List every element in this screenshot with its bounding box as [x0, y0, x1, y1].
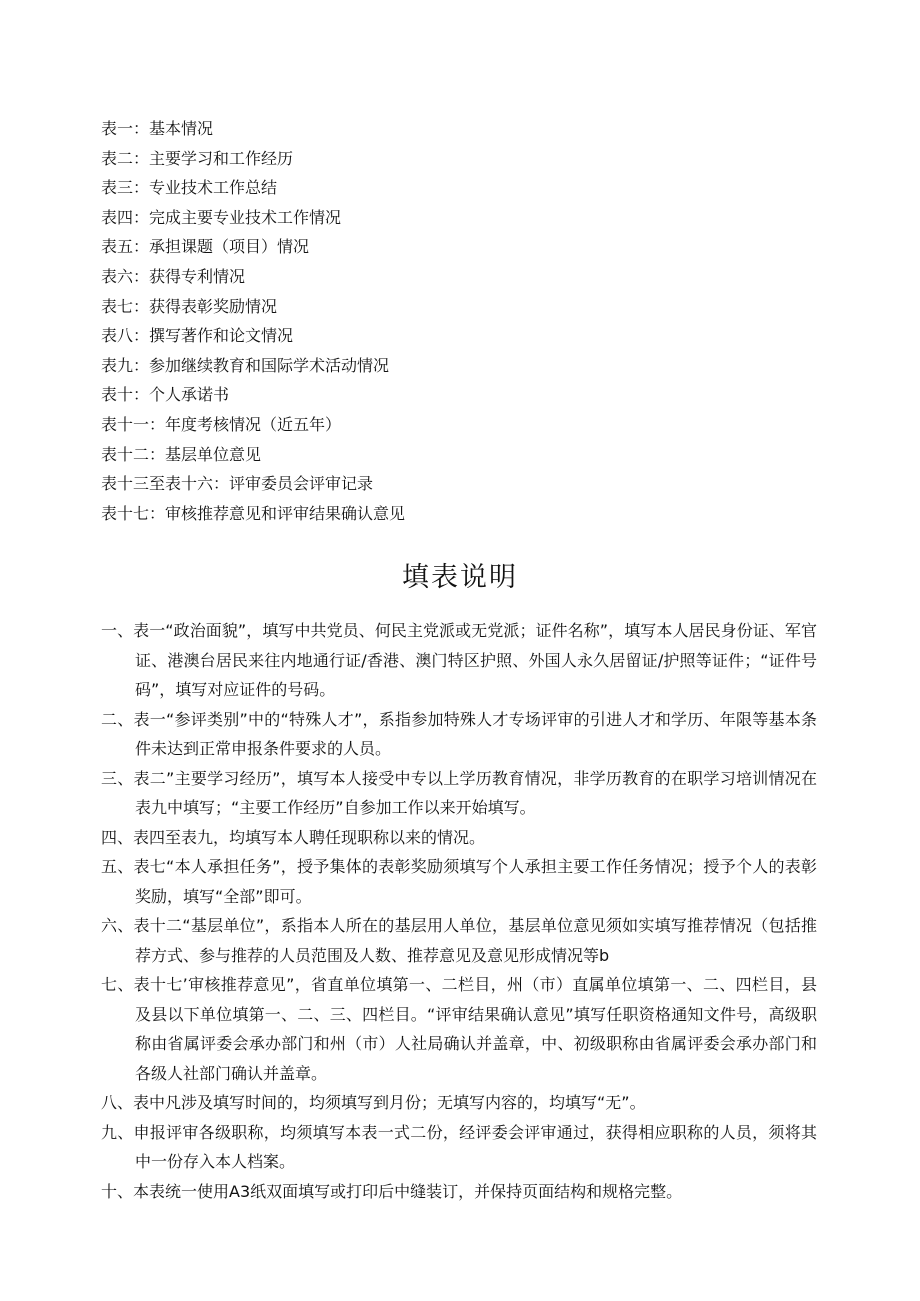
instruction-item: 一、表一“政治面貌”，填写中共党员、何民主党派或无党派；证件名称”，填写本人居民身份证、军官证、港澳台居民来往内地通行证/香港、澳门特区护照、外国人永久居留证/护照等证件；“证件号码”，填写对应证件的号码。: [101, 621, 817, 699]
toc-item: 表十三至表十六：评审委员会评审记录: [101, 474, 374, 494]
toc-item: 表四：完成主要专业技术工作情况: [101, 207, 342, 227]
toc-item: 表五：承担课题（项目）情况: [101, 237, 310, 257]
toc-item: 表七：获得表彰奖励情况: [101, 296, 278, 316]
instruction-item: 三、表二”主要学习经历”，填写本人接受中专以上学历教育情况，非学历教育的在职学习培训情况在表九中填写；“主要工作经历”自参加工作以来开始填写。: [101, 768, 817, 817]
instruction-item: 六、表十二“基层单位”，系指本人所在的基层用人单位，基层单位意见须如实填写推荐情况（包括推荐方式、参与推荐的人员范围及人数、推荐意见及意见形成情况等b: [101, 916, 817, 965]
page-title: 填表说明: [402, 562, 518, 593]
instruction-item: 七、表十七’审核推荐意见”，省直单位填第一、二栏目，州（市）直属单位填第一、二、四栏目，县及县以下单位填第一、二、三、四栏目。“评审结果确认意见”填写任职资格通知文件号，高级职称由省属评委会承办部门和州（市）人社局确认并盖章，中、初级职称由省属评委会承办部门和各级人社部门确认并盖章。: [101, 975, 817, 1083]
toc-item: 表九：参加继续教育和国际学术活动情况: [101, 355, 390, 375]
toc-item: 表十七：审核推荐意见和评审结果确认意见: [101, 503, 406, 523]
instructions-list: [101, 616, 817, 1206]
instruction-item: 二、表一“参评类别”中的“特殊人才”，系指参加特殊人才专场评审的引进人才和学历、年限等基本条件未达到正常申报条件要求的人员。: [101, 709, 817, 758]
instruction-item: 八、表中凡涉及填写时间的，均须填写到月份；无填写内容的，均填写“无”。: [101, 1093, 646, 1112]
toc-item: 表十一：年度考核情况（近五年）: [101, 414, 342, 434]
instruction-item: 九、申报评审各级职称，均须填写本表一式二份，经评委会评审通过，获得相应职称的人员，须将其中一份存入本人档案。: [101, 1122, 817, 1171]
toc-item: 表八：撰写著作和论文情况: [101, 326, 294, 346]
instruction-item: 四、表四至表九，均填写本人聘任现职称以来的情况。: [101, 827, 486, 847]
instruction-item: 十、本表统一使用A3纸双面填写或打印后中缝装订，并保持页面结构和规格完整。: [101, 1181, 683, 1201]
toc-item: 表一：基本情况: [101, 119, 214, 138]
toc-item: 表三：专业技术工作总结: [101, 178, 278, 198]
toc-item: 表二：主要学习和工作经历: [101, 148, 294, 168]
toc-item: 表十二：基层单位意见: [101, 444, 262, 464]
instruction-item: 五、表七“本人承担任务”，授予集体的表彰奖励须填写个人承担主要工作任务情况；授予个人的表彰奖励，填写“全部”即可。: [101, 857, 817, 906]
toc-item: 表十：个人承诺书: [101, 385, 230, 405]
table-of-contents: [101, 114, 801, 528]
toc-item: 表六：获得专利情况: [101, 266, 246, 286]
